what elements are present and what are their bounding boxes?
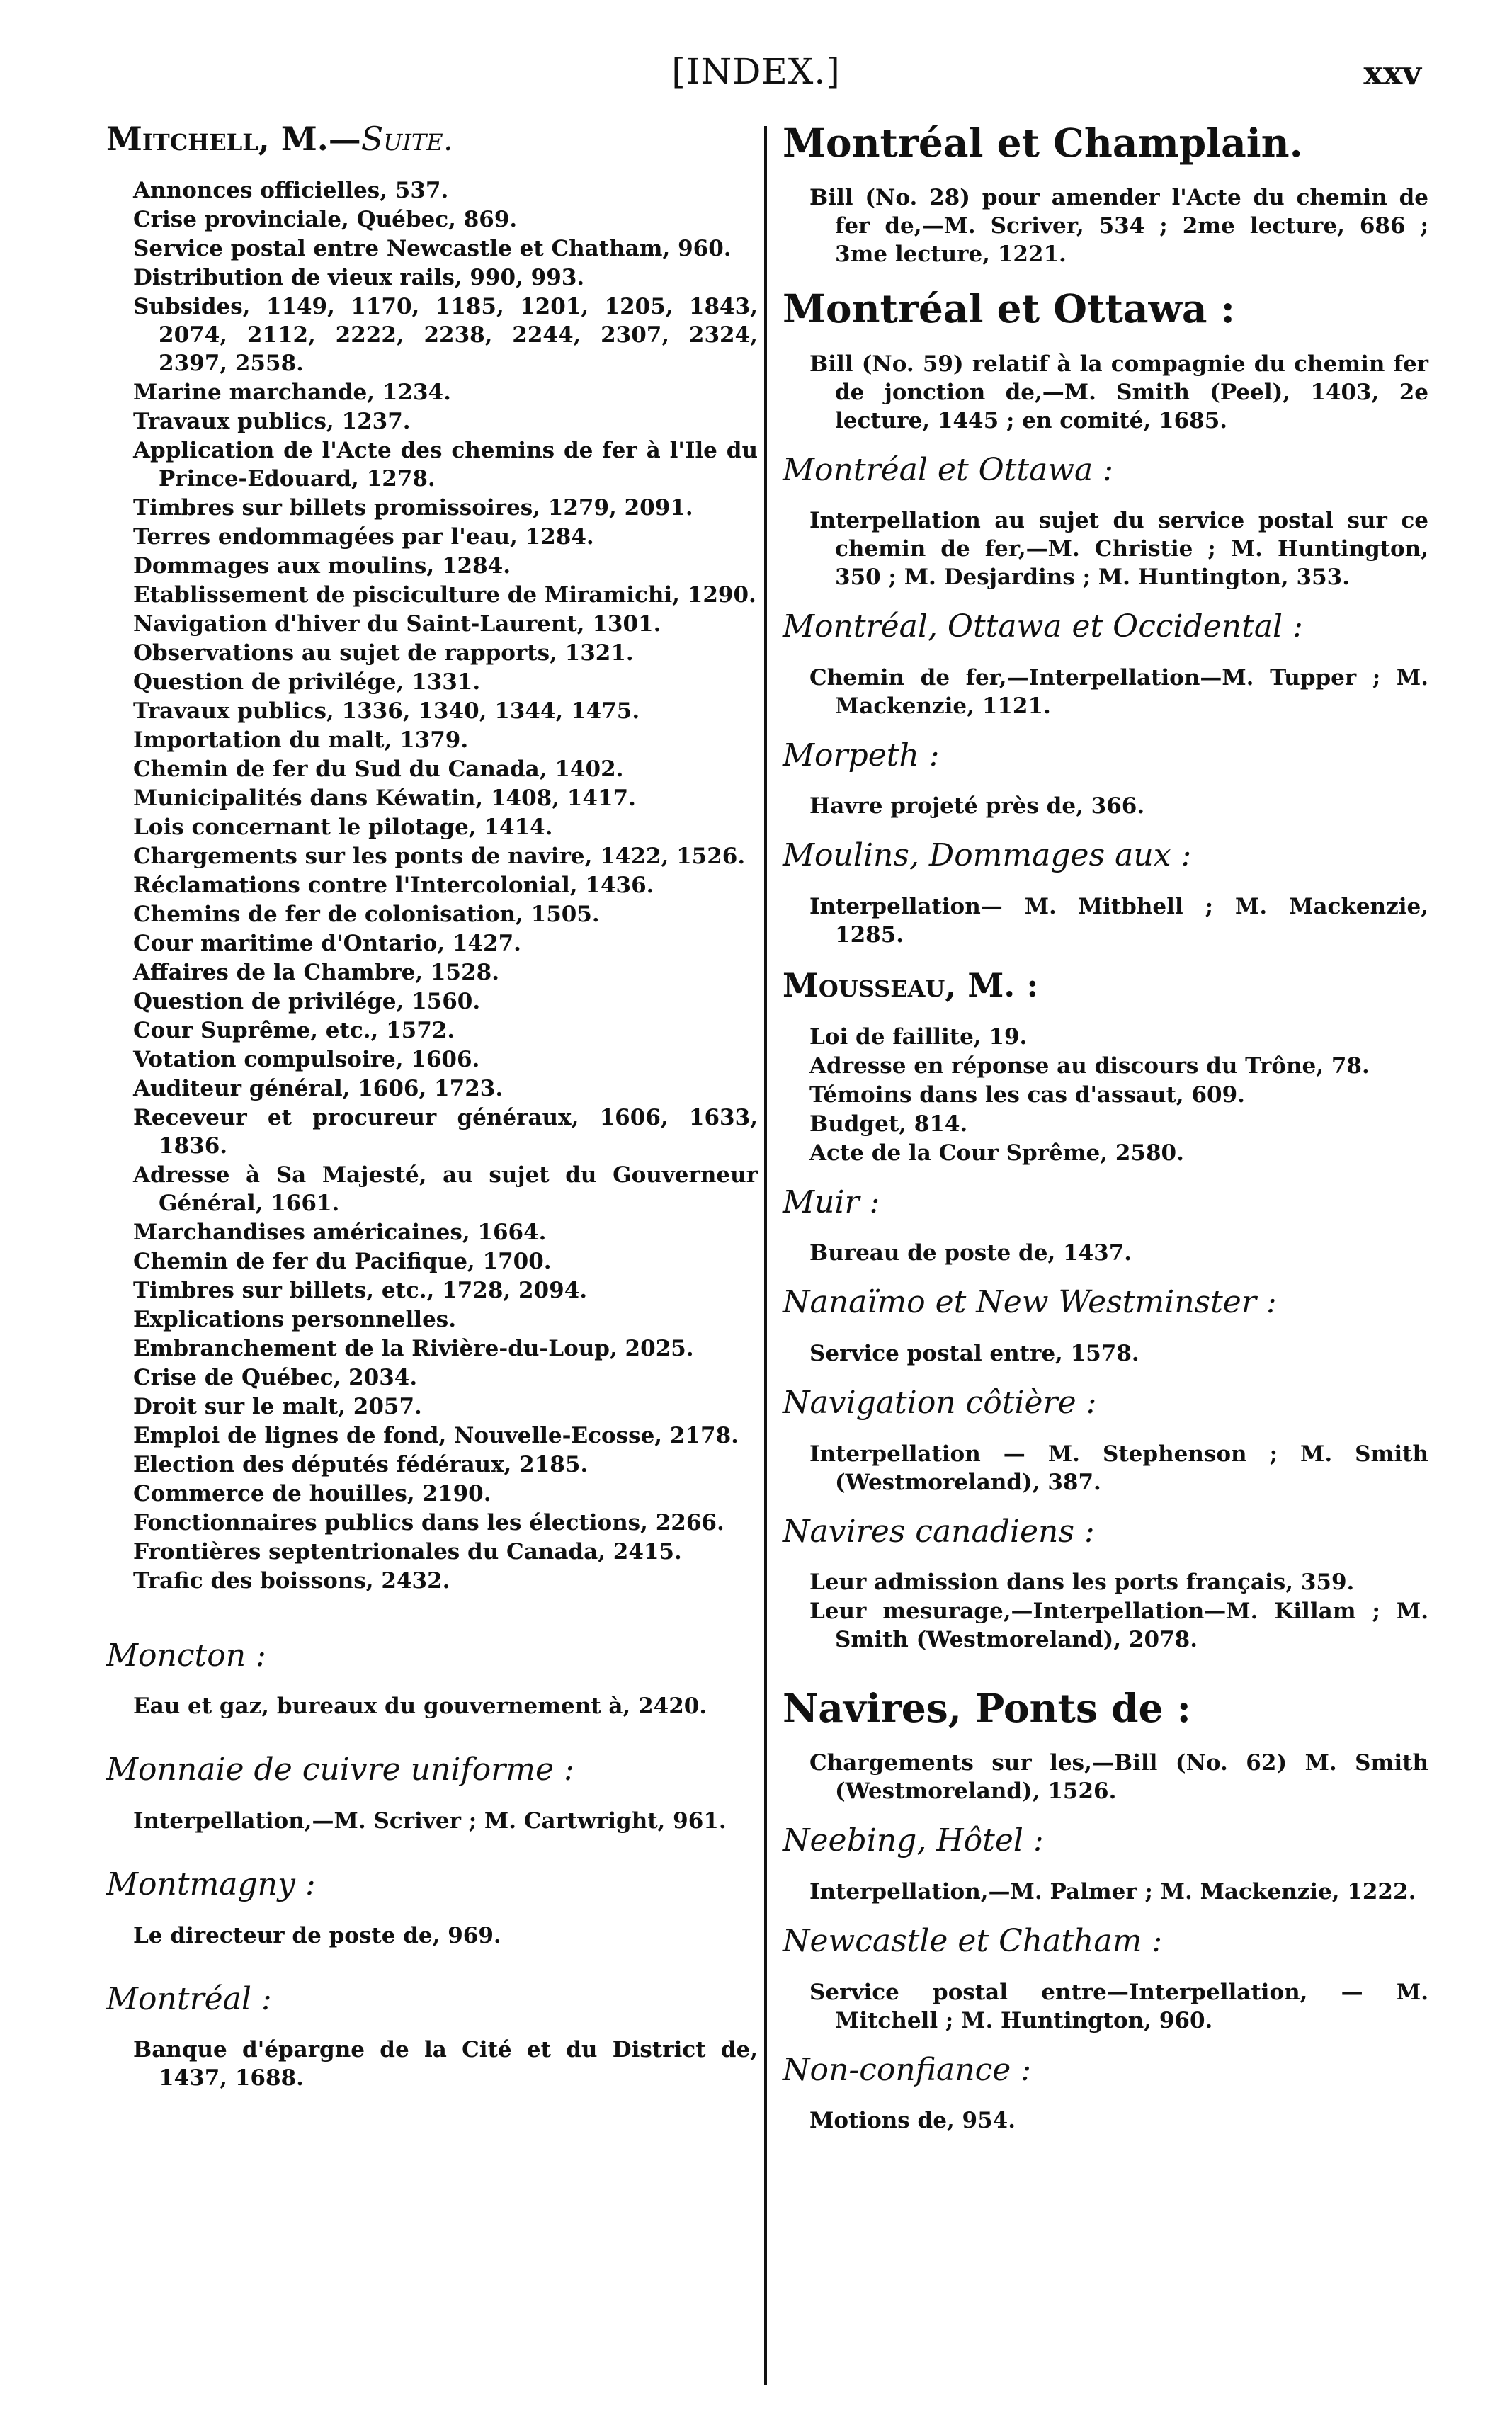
index-entry: Votation compulsoire, 1606. <box>133 1046 480 1072</box>
index-entry: Etablissement de pisciculture de Miramichi, 1290. <box>133 581 756 608</box>
index-entry: Timbres sur billets, etc., 1728, 2094. <box>133 1277 588 1303</box>
index-entry: Banque d'épargne de la Cité et du District de, 1437, 1688. <box>133 2037 758 2092</box>
index-entry: Affaires de la Chambre, 1528. <box>133 959 499 985</box>
index-section-montreal-ottawa <box>783 453 1428 592</box>
entry-list <box>783 1239 1428 1267</box>
entry-list <box>783 1749 1428 1805</box>
right-column <box>783 120 1428 2135</box>
entry-list <box>783 1978 1428 2035</box>
index-entry: Fonctionnaires publics dans les élections, 2266. <box>133 1509 724 1536</box>
index-section-montreal-ottawa-bill <box>783 286 1428 434</box>
index-entry: Distribution de vieux rails, 990, 993. <box>133 264 585 290</box>
index-entry: Eau et gaz, bureaux du gouvernement à, 2420. <box>133 1693 707 1720</box>
index-entry: Travaux publics, 1336, 1340, 1344, 1475. <box>133 698 640 724</box>
index-entry: Trafic des boissons, 2432. <box>133 1567 450 1594</box>
heading-text: Mitchell, M.— <box>106 120 361 158</box>
index-entry: Bill (No. 59) relatif à la compagnie du chemin fer de jonction de,—M. Smith (Peel), 1403, 2e lecture, 1445 ; en comité, 1685. <box>809 351 1428 433</box>
section-heading: Morpeth : <box>783 737 940 773</box>
index-entry: Interpellation au sujet du service postal sur ce chemin de fer,—M. Christie ; M. Huntington, 350 ; M. Desjardins ; M. Huntington, 353. <box>809 508 1428 591</box>
index-entry: Terres endommagées par l'eau, 1284. <box>133 523 594 550</box>
index-entry: Adresse en réponse au discours du Trône, 78. <box>809 1052 1370 1079</box>
index-entry: Budget, 814. <box>809 1111 968 1137</box>
section-heading <box>106 120 758 158</box>
section-heading: Newcastle et Chatham : <box>783 1922 1163 1959</box>
index-section-non-confiance <box>783 2053 1428 2135</box>
index-entry: Chemin de fer du Pacifique, 1700. <box>133 1248 552 1274</box>
index-entry: Crise de Québec, 2034. <box>133 1364 418 1390</box>
index-entry: Motions de, 954. <box>809 2108 1016 2134</box>
index-entry: Loi de faillite, 19. <box>809 1023 1028 1050</box>
index-entry: Chemin de fer du Sud du Canada, 1402. <box>133 756 624 782</box>
index-entry: Interpellation — M. Stephenson ; M. Smith (Westmoreland), 387. <box>809 1441 1428 1495</box>
index-entry: Interpellation,—M. Palmer ; M. Mackenzie, 1222. <box>809 1878 1416 1905</box>
index-section-montreal <box>106 1982 758 2093</box>
index-section-muir <box>783 1185 1428 1268</box>
section-heading: Monnaie de cuivre uniforme : <box>106 1752 574 1788</box>
index-entry: Chemin de fer,—Interpellation—M. Tupper ; M. Mackenzie, 1121. <box>809 664 1428 719</box>
entry-list <box>783 1568 1428 1654</box>
index-entry: Droit sur le malt, 2057. <box>133 1393 422 1419</box>
index-entry: Havre projeté près de, 366. <box>809 793 1145 819</box>
index-entry: Interpellation,—M. Scriver ; M. Cartwright, 961. <box>133 1808 727 1834</box>
section-heading: Montréal : <box>106 1980 272 2017</box>
index-entry: Application de l'Acte des chemins de fer à l'Ile du Prince-Edouard, 1278. <box>133 437 758 492</box>
index-section-morpeth <box>783 738 1428 821</box>
left-column <box>106 120 758 2093</box>
index-section-neebing <box>783 1823 1428 1906</box>
index-section-navires-canadiens <box>783 1514 1428 1655</box>
index-section-montreal-ottawa-occidental <box>783 609 1428 720</box>
index-entry: Bill (No. 28) pour amender l'Acte du chemin de fer de,—M. Scriver, 534 ; 2me lecture, 686 ; 3me lecture, 1221. <box>809 185 1428 268</box>
running-head <box>0 51 1512 108</box>
entry-list <box>783 2106 1428 2135</box>
index-section-navigation-cotiere <box>783 1385 1428 1497</box>
index-entry: Question de privilége, 1560. <box>133 988 481 1014</box>
index-entry: Leur admission dans les ports français, 359. <box>809 1570 1355 1596</box>
entry-list <box>106 2036 758 2092</box>
section-heading: Montmagny : <box>106 1866 316 1903</box>
index-section-nanaimo <box>783 1285 1428 1368</box>
index-entry: Chemins de fer de colonisation, 1505. <box>133 901 600 927</box>
entry-list <box>106 1807 758 1835</box>
section-heading: Montréal et Ottawa : <box>783 451 1114 488</box>
entry-list <box>783 1339 1428 1368</box>
index-entry: Crise provinciale, Québec, 869. <box>133 206 518 232</box>
index-entry: Le directeur de poste de, 969. <box>133 1922 501 1948</box>
entry-list <box>783 664 1428 720</box>
index-entry: Explications personnelles. <box>133 1306 457 1332</box>
index-entry: Election des députés fédéraux, 2185. <box>133 1451 589 1477</box>
index-entry: Bureau de poste de, 1437. <box>809 1240 1132 1266</box>
index-entry: Question de privilége, 1331. <box>133 669 481 695</box>
section-heading: Moulins, Dommages aux : <box>783 837 1192 874</box>
index-entry: Embranchement de la Rivière-du-Loup, 2025. <box>133 1335 694 1361</box>
index-entry: Adresse à Sa Majesté, au sujet du Gouverneur Général, 1661. <box>133 1162 758 1216</box>
page-number: xxv <box>1363 54 1421 92</box>
index-entry: Chargements sur les ponts de navire, 1422, 1526. <box>133 843 746 869</box>
index-entry: Cour maritime d'Ontario, 1427. <box>133 930 521 956</box>
section-heading: Montréal et Champlain. <box>783 120 1303 166</box>
index-entry: Acte de la Cour Sprême, 2580. <box>809 1140 1184 1166</box>
index-entry: Navigation d'hiver du Saint-Laurent, 1301. <box>133 611 661 637</box>
entry-list <box>783 506 1428 591</box>
index-entry: Commerce de houilles, 2190. <box>133 1480 491 1506</box>
index-section-moulins <box>783 838 1428 949</box>
index-entry: Timbres sur billets promissoires, 1279, 2091. <box>133 494 693 521</box>
index-entry: Marchandises américaines, 1664. <box>133 1219 547 1245</box>
section-heading: Muir : <box>783 1184 880 1220</box>
index-entry: Dommages aux moulins, 1284. <box>133 552 511 579</box>
heading-suffix: Suite. <box>360 120 454 158</box>
entry-list <box>783 1023 1428 1167</box>
index-section-mousseau <box>783 967 1428 1167</box>
entry-list <box>783 1440 1428 1497</box>
index-entry: Annonces officielles, 537. <box>133 177 449 203</box>
section-heading: Montréal et Ottawa : <box>783 285 1235 332</box>
index-entry: Receveur et procureur généraux, 1606, 1633, 1836. <box>133 1104 758 1159</box>
entry-list <box>106 176 758 1595</box>
index-entry: Observations au sujet de rapports, 1321. <box>133 640 634 666</box>
column-divider <box>764 126 767 2385</box>
index-entry: Témoins dans les cas d'assaut, 609. <box>809 1082 1245 1108</box>
section-heading: Non-confiance : <box>783 2051 1032 2088</box>
index-section-montmagny <box>106 1867 758 1950</box>
index-entry: Frontières septentrionales du Canada, 2415. <box>133 1538 682 1565</box>
index-entry: Emploi de lignes de fond, Nouvelle-Ecosse, 2178. <box>133 1422 739 1448</box>
index-entry: Service postal entre Newcastle et Chatham, 960. <box>133 235 732 261</box>
index-entry: Cour Suprême, etc., 1572. <box>133 1017 455 1043</box>
index-entry: Réclamations contre l'Intercolonial, 1436. <box>133 872 654 898</box>
section-heading: Nanaïmo et New Westminster : <box>783 1284 1277 1321</box>
index-entry: Marine marchande, 1234. <box>133 379 451 405</box>
entry-list <box>106 1922 758 1950</box>
entry-list <box>783 792 1428 820</box>
index-section-montreal-champlain <box>783 120 1428 268</box>
index-entry: Service postal entre—Interpellation, — M. Mitchell ; M. Huntington, 960. <box>809 1979 1428 2033</box>
index-section-navires-ponts <box>783 1686 1428 1805</box>
entry-list <box>106 1692 758 1720</box>
index-entry: Lois concernant le pilotage, 1414. <box>133 814 553 840</box>
section-heading: Montréal, Ottawa et Occidental : <box>783 608 1303 645</box>
section-heading: Neebing, Hôtel : <box>783 1822 1044 1859</box>
entry-list <box>783 183 1428 268</box>
index-section-moncton <box>106 1638 758 1721</box>
index-title: [INDEX.] <box>671 51 841 92</box>
index-entry: Chargements sur les,—Bill (No. 62) M. Smith (Westmoreland), 1526. <box>809 1750 1428 1805</box>
index-section-mitchell <box>106 120 758 1595</box>
entry-list <box>783 350 1428 435</box>
index-section-newcastle-chatham <box>783 1924 1428 2035</box>
section-heading: Navires, Ponts de : <box>783 1685 1191 1732</box>
index-entry: Subsides, 1149, 1170, 1185, 1201, 1205, 1843, 2074, 2112, 2222, 2238, 2244, 2307, 2324, 2397, 2558. <box>133 293 758 376</box>
index-entry: Leur mesurage,—Interpellation—M. Killam ; M. Smith (Westmoreland), 2078. <box>809 1599 1428 1653</box>
index-section-monnaie <box>106 1752 758 1835</box>
section-heading: Navires canadiens : <box>783 1513 1095 1550</box>
index-entry: Service postal entre, 1578. <box>809 1340 1139 1366</box>
index-entry: Importation du malt, 1379. <box>133 727 469 753</box>
entry-list <box>783 1878 1428 1906</box>
section-heading: Moncton : <box>106 1637 266 1674</box>
index-entry: Travaux publics, 1237. <box>133 408 411 434</box>
index-entry: Municipalités dans Kéwatin, 1408, 1417. <box>133 785 636 811</box>
section-heading: Mousseau, M. : <box>783 965 1039 1004</box>
section-heading: Navigation côtière : <box>783 1384 1097 1421</box>
index-entry: Interpellation— M. Mitbhell ; M. Mackenzie, 1285. <box>809 893 1428 948</box>
index-entry: Auditeur général, 1606, 1723. <box>133 1075 504 1101</box>
entry-list <box>783 892 1428 949</box>
